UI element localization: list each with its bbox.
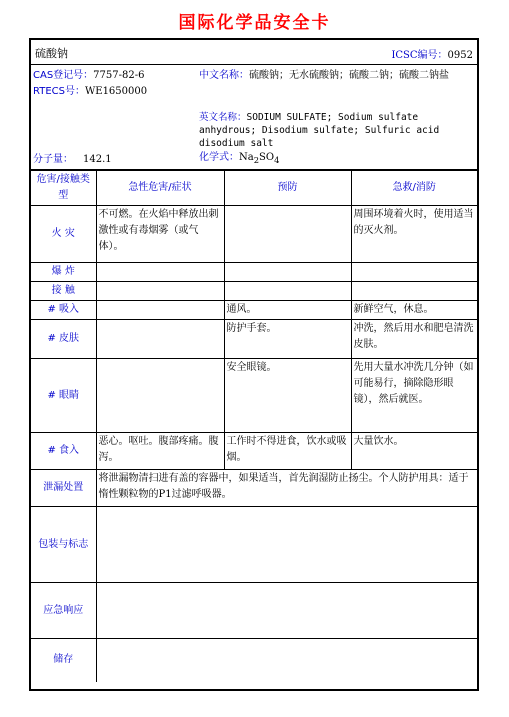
row-label-storage: 储存	[31, 639, 96, 682]
cell-aid: 大量饮水。	[351, 433, 477, 470]
cell-symptom	[96, 320, 224, 359]
cas-value: 7757-82-6	[93, 70, 145, 81]
row-label-explosion: 爆 炸	[31, 263, 96, 282]
cell-symptom	[96, 263, 224, 282]
cell-prevention: 通风。	[224, 301, 351, 320]
row-label-ingestion: # 食入	[31, 433, 96, 470]
table-row	[31, 583, 477, 639]
cell-symptom: 不可燃。在火焰中释放出刺激性或有毒烟雾（或气体）。	[96, 206, 224, 263]
header-prevention: 预防	[224, 171, 351, 206]
row-label-eyes: # 眼睛	[31, 359, 96, 433]
icsc-label: ICSC编号：	[391, 50, 448, 61]
mw-line	[33, 153, 112, 166]
icsc-value: 0952	[447, 50, 473, 61]
row-label-skin: # 皮肤	[31, 320, 96, 359]
chemical-name: 硫酸钠	[35, 47, 68, 60]
cell-prevention: 安全眼镜。	[224, 359, 351, 433]
rtecs-label: RTECS号：	[33, 86, 85, 97]
table-row	[31, 263, 477, 282]
cell-symptom	[96, 282, 224, 301]
cell-aid: 周围环境着火时，使用适当的灭火剂。	[351, 206, 477, 263]
table-row	[31, 282, 477, 301]
rtecs-value: WE1650000	[84, 86, 148, 97]
formula-value: $Na_2SO_4$	[239, 152, 280, 165]
cell-prevention	[224, 263, 351, 282]
header-first-aid: 急救/消防	[351, 171, 477, 206]
table-header-row	[31, 171, 477, 206]
row-label-emergency: 应急响应	[31, 583, 96, 639]
cell-symptom: 恶心。呕吐。腹部疼痛。腹泻。	[96, 433, 224, 470]
cell-prevention: 工作时不得进食，饮水或吸烟。	[224, 433, 351, 470]
formula-line	[199, 151, 469, 167]
card-title: 国际化学品安全卡	[178, 13, 331, 33]
cas-label: CAS登记号：	[33, 70, 94, 81]
table-row	[31, 639, 477, 682]
row-label-packaging: 包装与标志	[31, 507, 96, 583]
cn-name-line	[199, 69, 469, 82]
row-label-fire: 火 灾	[31, 206, 96, 263]
en-name-line	[199, 111, 469, 150]
header-hazard-type: 危害/接触类型	[31, 171, 96, 206]
hazard-table	[31, 170, 477, 682]
table-row	[31, 359, 477, 433]
rtecs-line	[33, 85, 147, 98]
cn-name-label: 中文名称：	[199, 70, 249, 81]
cell-symptom	[96, 359, 224, 433]
cell-aid	[351, 263, 477, 282]
en-name-label: 英文名称：	[199, 112, 247, 123]
cell-aid	[351, 282, 477, 301]
cell-prevention	[224, 282, 351, 301]
cell-packaging-text	[96, 507, 477, 583]
row-label-contact: 接 触	[31, 282, 96, 301]
table-row	[31, 470, 477, 507]
en-name-value: SODIUM SULFATE; Sodium sulfate anhydrous; Disodium sulfate; Sulfuric acid disodium salt	[199, 112, 440, 149]
table-row	[31, 433, 477, 470]
cell-aid: 新鲜空气，休息。	[351, 301, 477, 320]
cas-line	[33, 69, 144, 82]
cell-aid: 先用大量水冲洗几分钟（如可能易行，摘除隐形眼镜），然后就医。	[351, 359, 477, 433]
cell-prevention	[224, 206, 351, 263]
table-row	[31, 507, 477, 583]
mw-value: 142.1	[83, 154, 112, 165]
cell-emergency-text	[96, 583, 477, 639]
mw-label: 分子量：	[33, 154, 73, 165]
row-label-spill: 泄漏处置	[31, 470, 96, 507]
cell-storage-text	[96, 639, 477, 682]
cell-symptom	[96, 301, 224, 320]
table-row	[31, 301, 477, 320]
card-header	[31, 40, 477, 65]
header-symptoms: 急性危害/症状	[96, 171, 224, 206]
table-row	[31, 320, 477, 359]
table-row	[31, 206, 477, 263]
formula-label: 化学式：	[199, 152, 239, 163]
cell-spill-text: 将泄漏物清扫进有盖的容器中，如果适当，首先润湿防止扬尘。个人防护用具：适于惰性颗粒物的P1过滤呼吸器。	[96, 470, 477, 507]
cn-name-value: 硫酸钠；无水硫酸钠；硫酸二钠；硫酸二钠盐	[249, 70, 449, 81]
cell-aid: 冲洗，然后用水和肥皂清洗皮肤。	[351, 320, 477, 359]
safety-card	[29, 38, 479, 691]
row-label-inhalation: # 吸入	[31, 301, 96, 320]
icsc-number	[391, 46, 473, 61]
cell-prevention: 防护手套。	[224, 320, 351, 359]
identification-block	[31, 65, 477, 170]
